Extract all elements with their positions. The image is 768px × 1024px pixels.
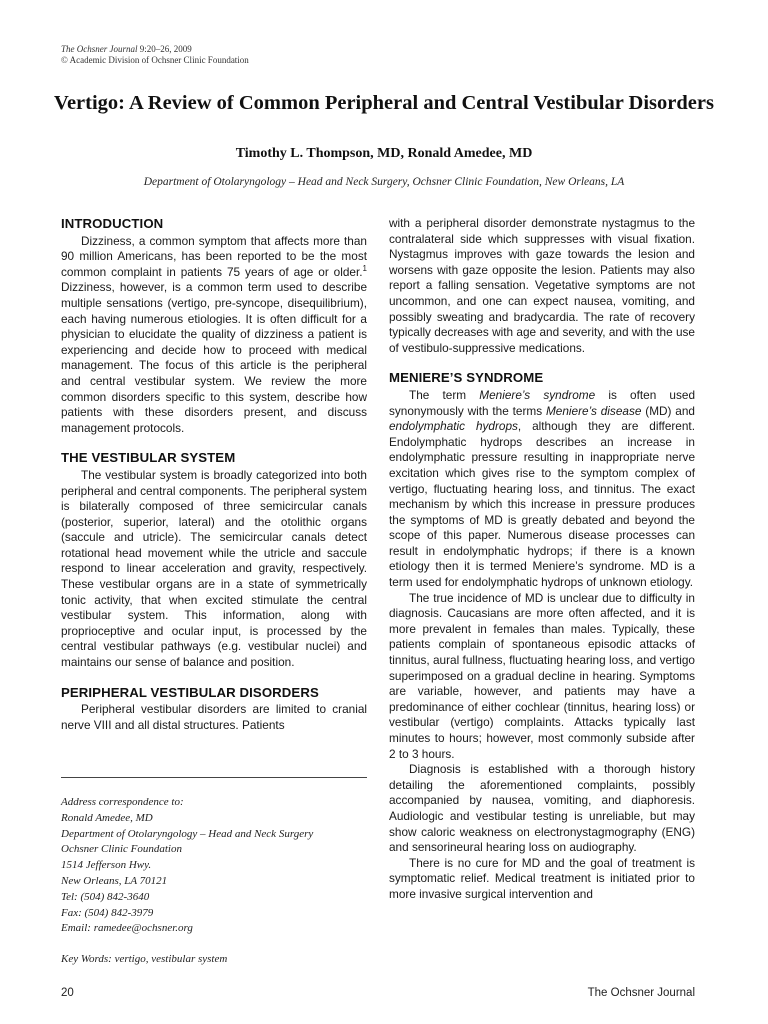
key-words: Key Words: vertigo, vestibular system <box>61 953 228 965</box>
menieres-term-disease: Meniere’s disease <box>545 403 642 418</box>
article-authors: Timothy L. Thompson, MD, Ronald Amedee, MD <box>235 146 533 161</box>
menieres-text: , although they are different. Endolymphatic hydrops describes an increase in endolymphatic pressure resulting in inappropriate nerve excitation which gives rise to the symptom complex of vertigo, fluctuating hearing loss, and tinnitus. The exact mechanism by which this increase in pressure produces the symptoms of MD is greatly debated and beyond the scope of this paper. Numerous disease processes can result in endolymphatic hydrops; if there is a known etiology then it is termed Meniere’s syndrome. MD is a term used for endolymphatic hydrops of unknown etiology. <box>389 419 695 590</box>
journal-citation-header <box>61 44 249 66</box>
copyright-notice: © Academic Division of Ochsner Clinic Foundation <box>61 55 249 65</box>
introduction-paragraph <box>61 234 367 437</box>
article-title: Vertigo: A Review of Common Peripheral and Central Vestibular Disorders <box>54 92 714 114</box>
menieres-text: is often used synonymously with the terms <box>389 387 695 418</box>
reference-superscript: 1 <box>362 263 367 273</box>
menieres-paragraph-3: Diagnosis is established with a thorough history detailing the aforementioned complaints, possibly accompanied by nausea, vomiting, and diaphoresis. Audiologic and vestibular testing is unreliable, but may show caloric weakness on electronystagmography (ENG) and sensorineural hearing loss on audiography. <box>389 762 695 855</box>
correspondence-line: Ochsner Clinic Foundation <box>61 843 182 856</box>
heading-peripheral-disorders: PERIPHERAL VESTIBULAR DISORDERS <box>61 684 319 700</box>
heading-vestibular-system: THE VESTIBULAR SYSTEM <box>61 450 236 466</box>
correspondence-email: Email: ramedee@ochsner.org <box>61 922 193 935</box>
article-affiliation: Department of Otolaryngology – Head and Neck Surgery, Ochsner Clinic Foundation, New Orleans, LA <box>143 176 625 188</box>
menieres-text: The term <box>409 387 480 402</box>
menieres-paragraph-2: The true incidence of MD is unclear due to difficulty in diagnosis. Caucasians are more often affected, and it is more prevalent in females than males. Typically, these patients complain of spontaneous episodic attacks of tinnitus, aural fullness, fluctuating hearing loss, and vertigo superimposed on a gradual decline in hearing. Symptoms are variable, however, and patients may have a predominance of either cochlear (tinnitus, hearing loss) or vestibular (vertigo) complaints. Attacks typically last minutes to hours; however, most commonly subside after 2 to 3 hours. <box>389 590 695 761</box>
correspondence-line: New Orleans, LA 70121 <box>61 874 168 887</box>
correspondence-line: Department of Otolaryngology – Head and Neck Surgery <box>61 827 314 840</box>
journal-citation-volume: 9:20–26, 2009 <box>137 44 192 54</box>
vestibular-system-paragraph: The vestibular system is broadly categorized into both peripheral and central components. The peripheral system is bilaterally composed of three semicircular canals (posterior, superior, lateral) and the otolithic organs (saccule and utricle). The semicircular canals detect rotational head movement while the utricle and saccule respond to linear acceleration and gravity, respectively. These vestibular organs are in a state of symmetrically tonic activity, that when excited stimulate the central vestibular system. This information, along with proprioceptive and ocular input, is processed by the central vestibular pathways (e.g. vestibular nuclei) and maintains our sense of balance and position. <box>61 467 367 670</box>
menieres-text: (MD) and <box>641 403 695 418</box>
introduction-text-b: Dizziness, however, is a common term used to describe multiple sensations (vertigo, pre-syncope, disequilibrium), each having numerous etiologies. It is often difficult for a physician to elucidate the quality of dizziness a patient is experiencing and decide how to proceed with medical management. The focus of this article is the peripheral and central vestibular system. We review the more common disorders specific to this system, describe how patients with these disorders present, and discuss management protocols. <box>61 280 367 435</box>
menieres-term-syndrome: Meniere’s syndrome <box>479 387 596 402</box>
journal-citation <box>61 44 249 55</box>
correspondence-line: Ronald Amedee, MD <box>61 811 153 824</box>
journal-citation-name: The Ochsner Journal <box>61 44 138 54</box>
right-column <box>389 216 695 903</box>
page-number: 20 <box>61 987 74 999</box>
correspondence-line: Tel: (504) 842-3640 <box>61 890 150 903</box>
menieres-paragraph-4: There is no cure for MD and the goal of treatment is symptomatic relief. Medical treatment is initiated prior to more invasive surgical intervention and <box>389 855 695 901</box>
menieres-term-hydrops: endolymphatic hydrops <box>389 419 518 434</box>
menieres-paragraph-1 <box>389 388 695 591</box>
heading-menieres-syndrome: MENIERE’S SYNDROME <box>389 370 544 386</box>
peripheral-disorders-paragraph: Peripheral vestibular disorders are limited to cranial nerve VIII and all distal structures. Patients <box>61 702 367 732</box>
correspondence-line: Fax: (504) 842-3979 <box>61 906 154 919</box>
footer-journal-name: The Ochsner Journal <box>587 987 695 999</box>
correspondence-line: Address correspondence to: <box>61 796 184 808</box>
left-column <box>61 216 367 733</box>
peripheral-disorders-continued: with a peripheral disorder demonstrate nystagmus to the contralateral side which suppresses with visual fixation. Nystagmus improves with gaze towards the lesion and worsens with gaze opposite the lesion. Patients may also report a falling sensation. Vegetative symptoms are not uncommon, and one can expect nausea, vomiting, and possibly sweating and bradycardia. The rate of recovery typically decreases with age and severity, and with the use of vestibulo-suppressive medications. <box>389 216 695 355</box>
correspondence-line: 1514 Jefferson Hwy. <box>61 859 152 872</box>
footnote-divider <box>61 777 367 778</box>
introduction-text-a: Dizziness, a common symptom that affects more than 90 million Americans, has been reported to be the most common complaint in patients 75 years of age or older. <box>61 233 367 279</box>
correspondence-block <box>61 795 367 937</box>
heading-introduction: INTRODUCTION <box>61 216 164 231</box>
